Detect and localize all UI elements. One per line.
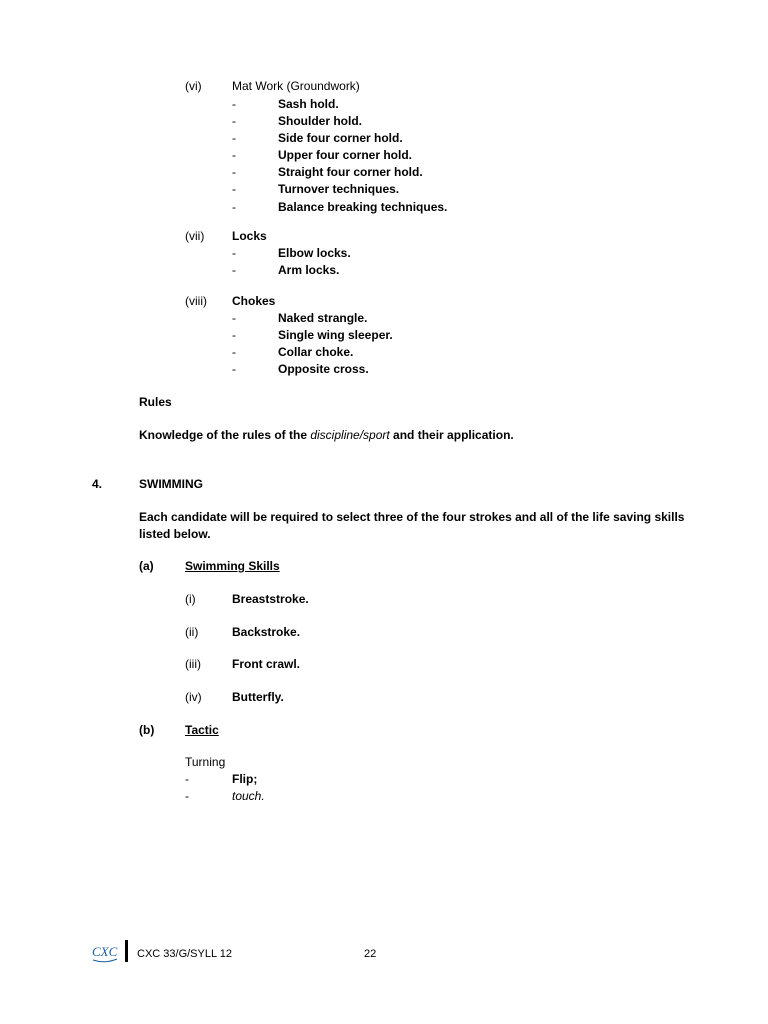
dash: - xyxy=(232,311,236,325)
dash: - xyxy=(232,345,236,359)
mat-work-item: Shoulder hold. xyxy=(278,114,362,128)
skill-item: Front crawl. xyxy=(232,657,301,671)
chokes-item: Single wing sleeper. xyxy=(278,328,393,342)
dash: - xyxy=(232,200,236,214)
dash: - xyxy=(232,148,236,162)
skill-number: (i) xyxy=(185,592,196,606)
rules-text: Knowledge of the rules of the discipline/sport and their application. xyxy=(139,428,514,442)
section-number: 4. xyxy=(92,477,103,491)
svg-text:CXC: CXC xyxy=(92,944,118,959)
skill-item: Backstroke. xyxy=(232,625,301,639)
dash: - xyxy=(232,114,236,128)
dash: - xyxy=(185,789,189,803)
swimming-skills-title: Swimming Skills xyxy=(185,559,280,573)
turning-item: Flip; xyxy=(232,772,258,786)
skill-number: (iii) xyxy=(185,657,201,671)
mat-work-item: Side four corner hold. xyxy=(278,131,403,145)
item-number-vii: (vii) xyxy=(185,229,205,243)
dash: - xyxy=(232,362,236,376)
footer-code: CXC 33/G/SYLL 12 xyxy=(137,948,232,960)
swimming-intro-line1: Each candidate will be required to select three of the four strokes and all of the life saving skills xyxy=(139,510,685,524)
chokes-item: Opposite cross. xyxy=(278,362,369,376)
swimming-intro-line2: listed below. xyxy=(139,527,211,541)
section-b-label: (b) xyxy=(139,723,155,737)
mat-work-title: Mat Work (Groundwork) xyxy=(232,79,360,93)
dash: - xyxy=(232,182,236,196)
locks-title: Locks xyxy=(232,229,267,243)
tactic-title: Tactic xyxy=(185,723,219,737)
turning-subheading: Turning xyxy=(185,755,226,769)
item-number-viii: (viii) xyxy=(185,294,207,308)
chokes-title: Chokes xyxy=(232,294,276,308)
chokes-item: Naked strangle. xyxy=(278,311,368,325)
rules-heading: Rules xyxy=(139,395,172,409)
skill-item: Butterfly. xyxy=(232,690,284,704)
mat-work-item: Straight four corner hold. xyxy=(278,165,423,179)
mat-work-item: Sash hold. xyxy=(278,97,339,111)
skill-item: Breaststroke. xyxy=(232,592,309,606)
locks-item: Elbow locks. xyxy=(278,246,351,260)
section-a-label: (a) xyxy=(139,559,154,573)
dash: - xyxy=(232,246,236,260)
turning-item: touch. xyxy=(232,789,265,803)
footer-divider xyxy=(125,940,128,962)
chokes-item: Collar choke. xyxy=(278,345,354,359)
mat-work-item: Balance breaking techniques. xyxy=(278,200,448,214)
dash: - xyxy=(232,165,236,179)
mat-work-item: Turnover techniques. xyxy=(278,182,400,196)
locks-item: Arm locks. xyxy=(278,263,340,277)
dash: - xyxy=(185,772,189,786)
cxc-logo-icon xyxy=(90,940,120,964)
skill-number: (iv) xyxy=(185,690,202,704)
item-number-vi: (vi) xyxy=(185,79,202,93)
dash: - xyxy=(232,97,236,111)
dash: - xyxy=(232,131,236,145)
dash: - xyxy=(232,328,236,342)
mat-work-item: Upper four corner hold. xyxy=(278,148,413,162)
skill-number: (ii) xyxy=(185,625,199,639)
page-number: 22 xyxy=(364,948,377,960)
dash: - xyxy=(232,263,236,277)
swimming-heading: SWIMMING xyxy=(139,477,203,491)
